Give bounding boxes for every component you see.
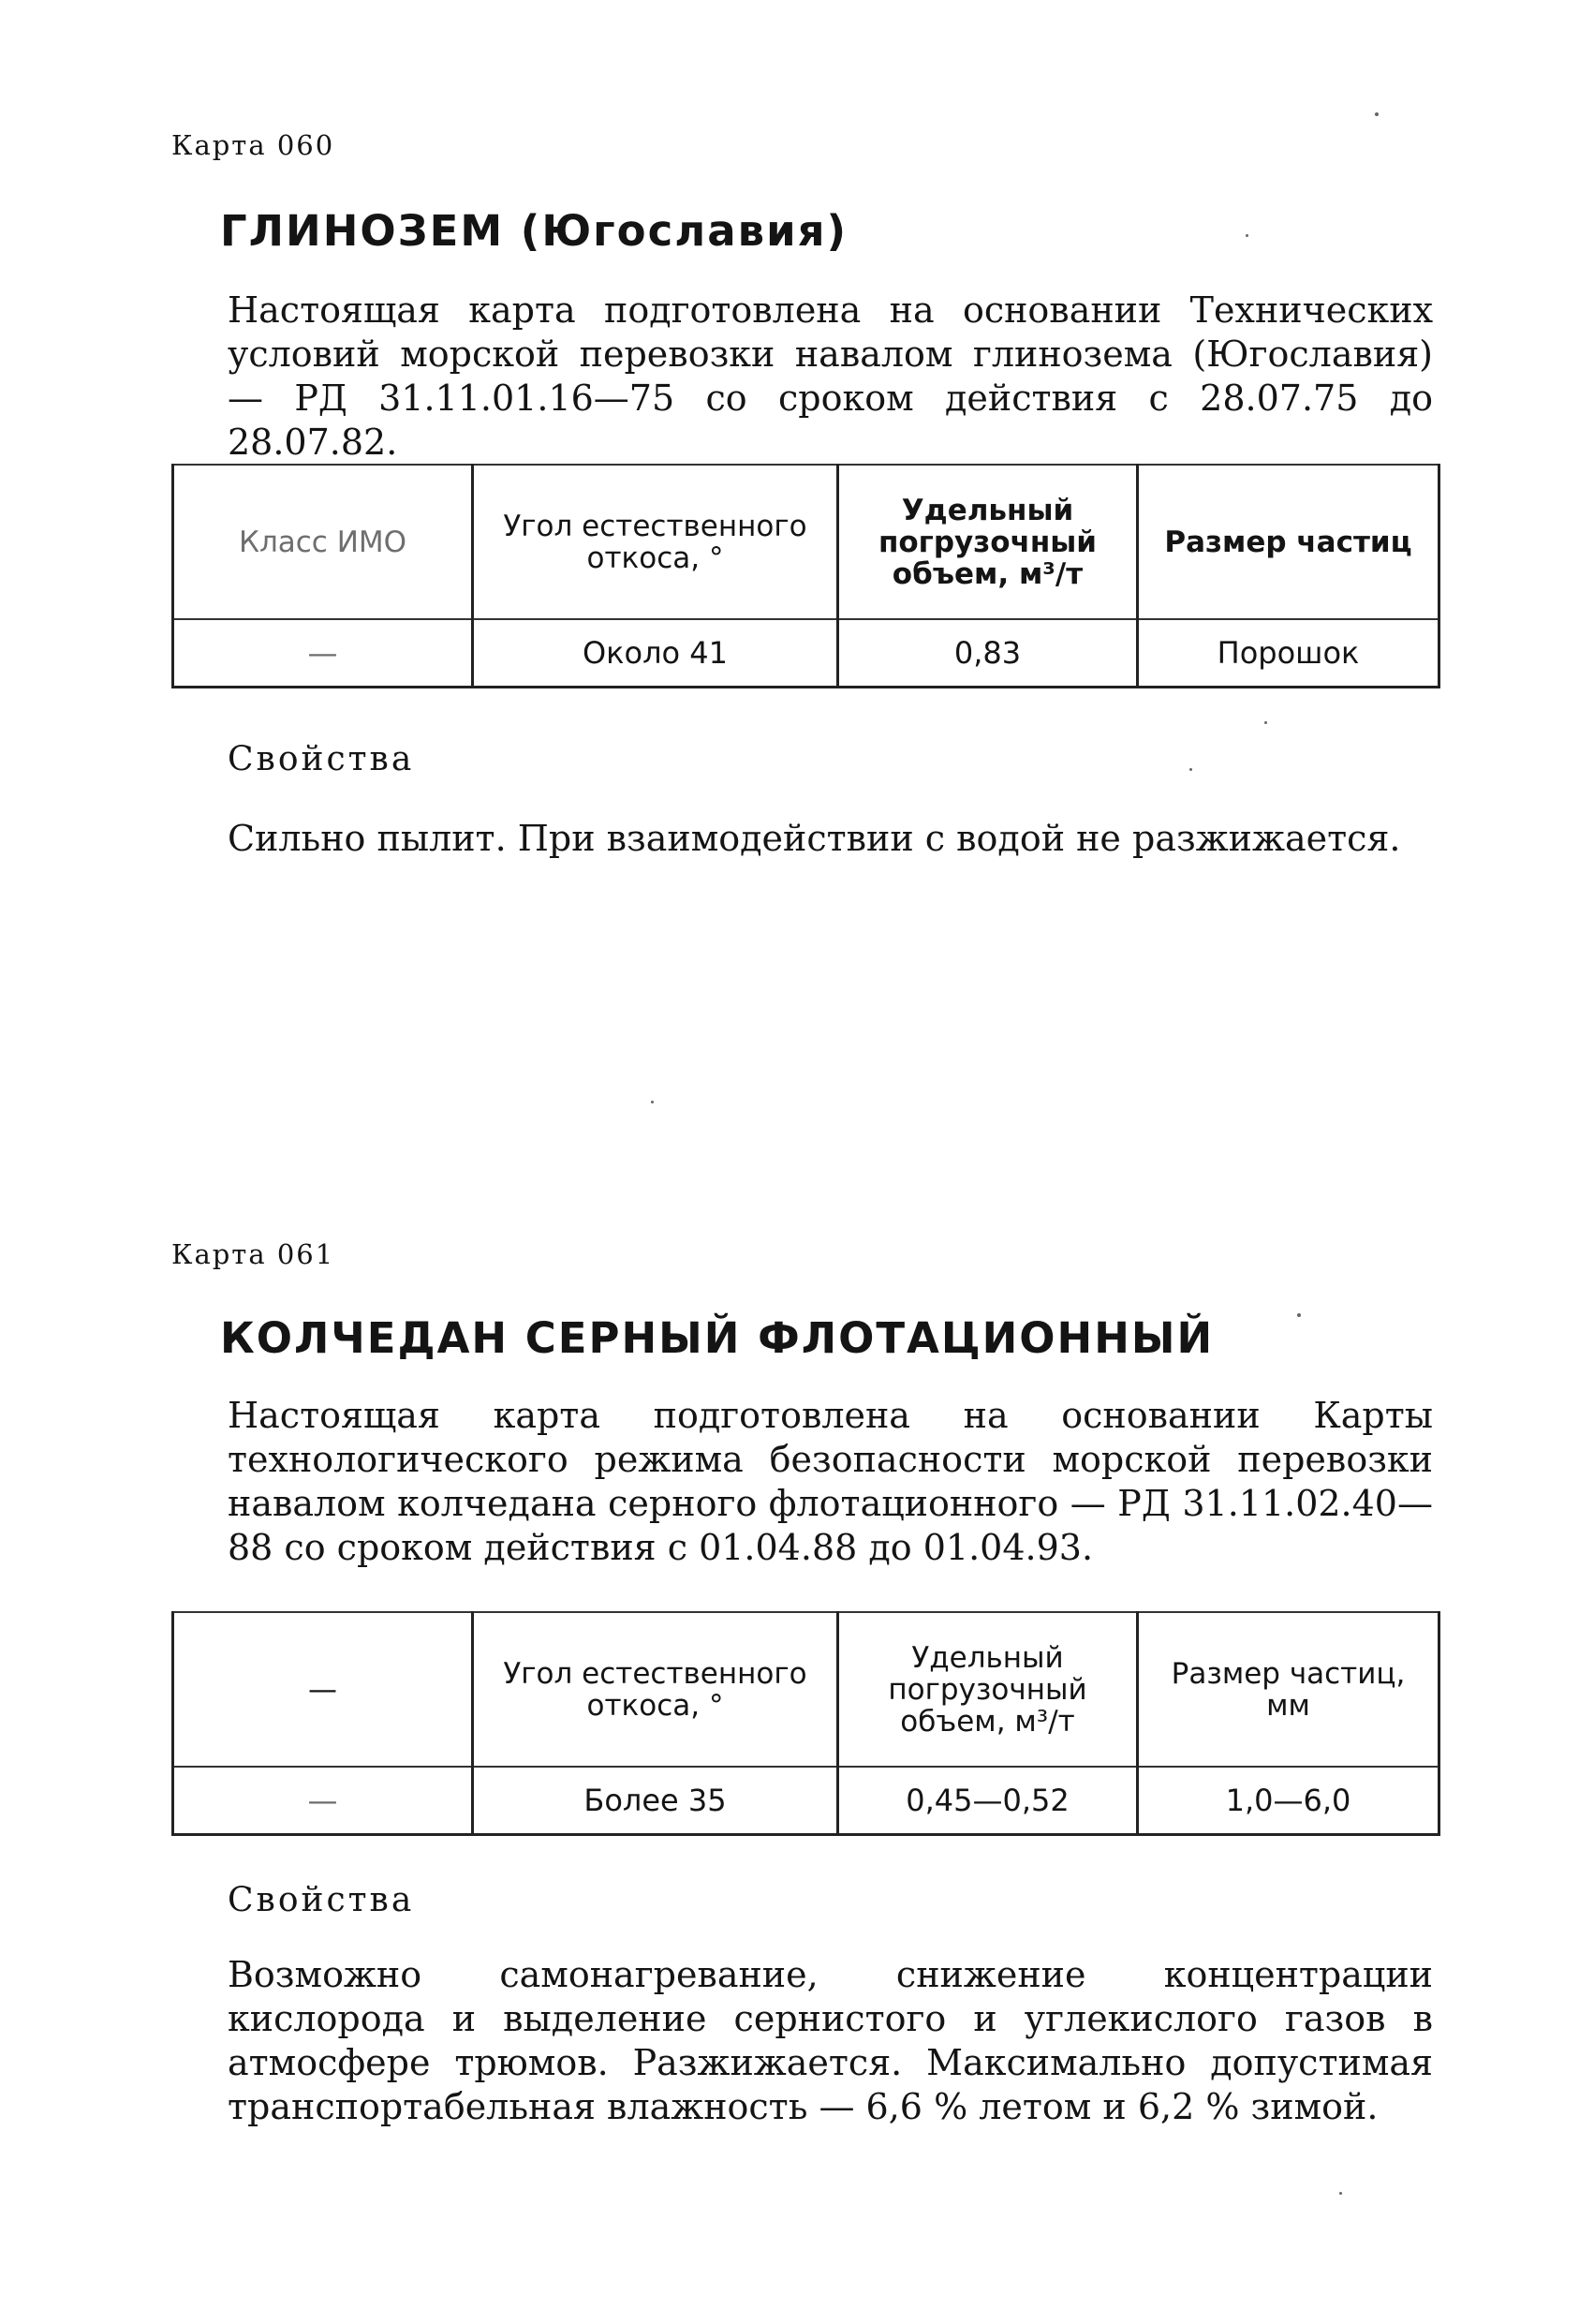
card-intro-text: Настоящая карта подготовлена на основании Карты технологического режима безопасности морской перевозки навалом колчедана серного флотационного — РД 31.11.02.40—88 со сроком действия с 01.04.88 до 01.04.93. [228,1395,1433,1568]
card-intro [228,289,1433,465]
cargo-properties-table [171,464,1440,688]
scan-speck [1246,234,1248,237]
table-header-row [173,465,1439,619]
scan-speck [651,1101,654,1103]
scan-speck [1339,2192,1342,2195]
header-imo-class: — [173,1612,473,1767]
card-label: Карта 061 [171,1238,335,1270]
cell-angle-of-repose: Более 35 [473,1767,838,1834]
properties-heading: Свойства [228,1881,415,1919]
cell-stowage-factor: 0,83 [838,619,1138,687]
properties-heading: Свойства [228,740,415,778]
header-angle-of-repose: Угол естественного откоса, ° [473,1612,838,1767]
cell-angle-of-repose: Около 41 [473,619,838,687]
cell-particle-size: 1,0—6,0 [1138,1767,1439,1834]
table-header-row [173,1612,1439,1767]
cargo-properties-table [171,1611,1440,1836]
cell-particle-size: Порошок [1138,619,1439,687]
properties-section [228,1953,1433,2129]
cell-imo-class: — [173,1767,473,1834]
header-stowage-factor: Удельный погрузочный объем, м³/т [838,1612,1138,1767]
cell-stowage-factor: 0,45—0,52 [838,1767,1138,1834]
scan-speck [1375,112,1379,116]
scan-speck [1264,721,1267,724]
header-particle-size: Размер частиц, мм [1138,1612,1439,1767]
card-intro-text: Настоящая карта подготовлена на основании Технических условий морской перевозки навалом глинозема (Югославия) — РД 31.11.01.16—75 со сроком действия с 28.07.75 до 28.07.82. [228,289,1433,463]
header-particle-size: Размер частиц [1138,465,1439,619]
card-title: КОЛЧЕДАН СЕРНЫЙ ФЛОТАЦИОННЫЙ [220,1313,1215,1363]
header-stowage-factor: Удельный погрузочный объем, м³/т [838,465,1138,619]
table-row [173,619,1439,687]
card-intro [228,1394,1433,1570]
header-imo-class: Класс ИМО [173,465,473,619]
table-row [173,1767,1439,1834]
properties-section [228,817,1433,861]
scan-speck [1189,768,1192,771]
header-angle-of-repose: Угол естественного откоса, ° [473,465,838,619]
card-label: Карта 060 [171,129,335,161]
properties-text: Сильно пылит. При взаимодействии с водой не разжижается. [228,818,1401,859]
scan-speck [1297,1313,1301,1317]
properties-text: Возможно самонагревание, снижение концентрации кислорода и выделение сернистого и углекислого газов в атмосфере трюмов. Разжижается. Максимально допустимая транспортабельная влажность — 6,6 % летом и 6,2 % зимой. [228,1954,1433,2127]
cell-imo-class: — [173,619,473,687]
card-title: ГЛИНОЗЕМ (Югославия) [220,206,849,256]
